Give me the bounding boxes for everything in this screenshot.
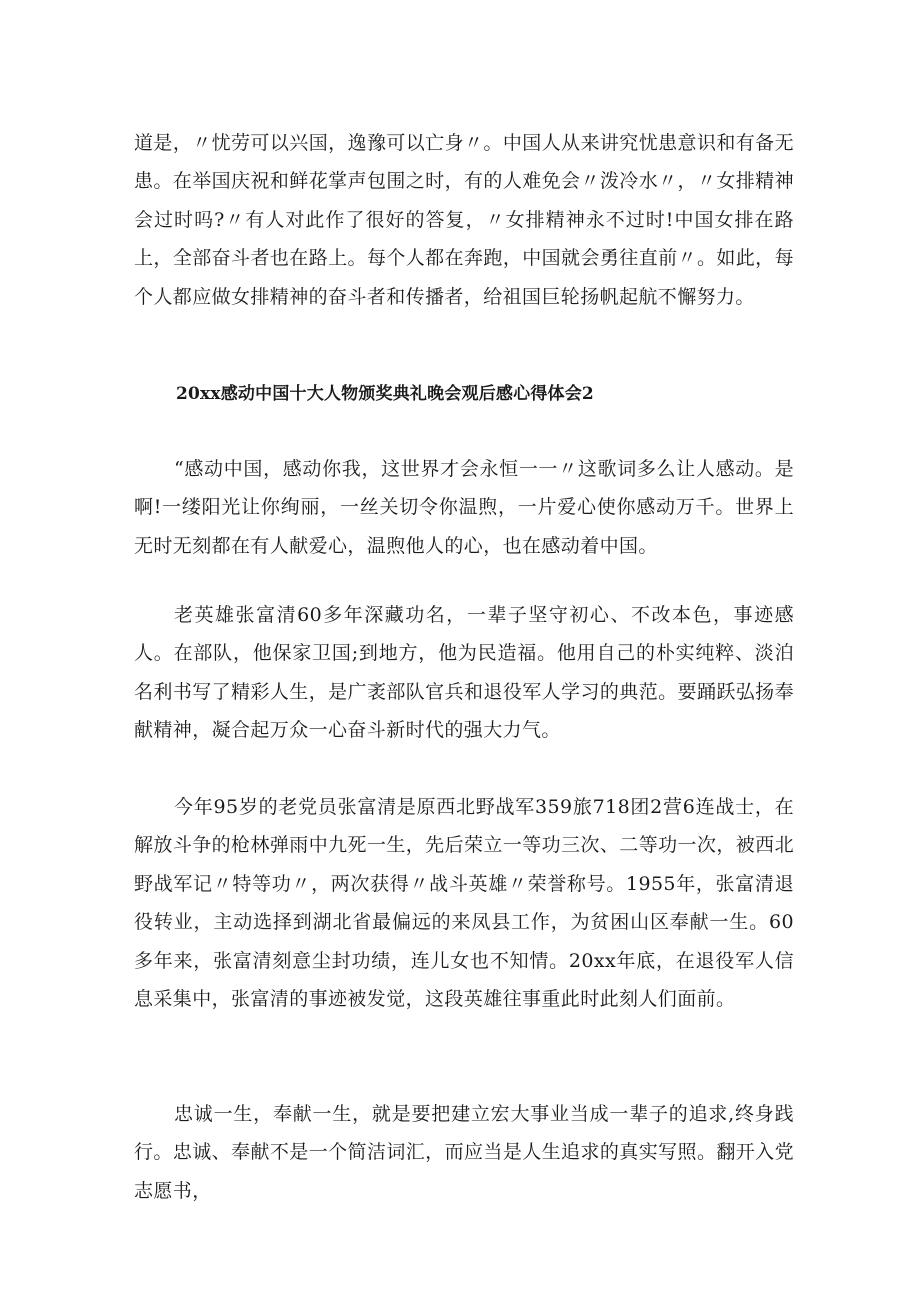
paragraph-3: 老英雄张富清60多年深藏功名，一辈子坚守初心、不改本色，事迹感人。在部队，他保家卫国;到地方，他为民造福。他用自己的朴实纯粹、淡泊名利书写了精彩人生，是广袤部队官兵和退役军人学习的典范。要踊跃弘扬奉献精神，凝合起万众一心奋斗新时代的强大力气。	[134, 604, 794, 742]
section-heading: 20xx感动中国十大人物颁奖典礼晚会观后感心得体会2	[176, 384, 594, 404]
paragraph-2: “感动中国，感动你我，这世界才会永恒一一〃这歌词多么让人感动。是啊!一缕阳光让你绚丽，一丝关切令你温煦，一片爱心使你感动万千。世界上无时无刻都在有人献爱心，温煦他人的心，也在感动着中国。	[134, 458, 794, 557]
paragraph-1: 道是，〃忧劳可以兴国，逸豫可以亡身〃。中国人从来讲究忧患意识和有备无患。在举国庆祝和鲜花掌声包围之时，有的人难免会〃泼冷水〃，〃女排精神会过时吗?〃有人对此作了很好的答复，〃女排精神永不过时!中国女排在路上，全部奋斗者也在路上。每个人都在奔跑，中国就会勇往直前〃。如此，每个人都应做女排精神的奋斗者和传播者，给祖国巨轮扬帆起航不懈努力。	[134, 132, 794, 308]
paragraph-4: 今年95岁的老党员张富清是原西北野战军359旅718团2营6连战士，在解放斗争的枪林弹雨中九死一生，先后荣立一等功三次、二等功一次，被西北野战军记〃特等功〃，两次获得〃战斗英雄〃荣誉称号。1955年，张富清退役转业，主动选择到湖北省最偏远的来凤县工作，为贫困山区奉献一生。60多年来，张富清刻意尘封功绩，连儿女也不知情。20xx年底，在退役军人信息采集中，张富清的事迹被发觉，这段英雄往事重此时此刻人们面前。	[134, 796, 794, 1011]
paragraph-5: 忠诚一生，奉献一生，就是要把建立宏大事业当成一辈子的追求,终身践行。忠诚、奉献不是一个简洁词汇，而应当是人生追求的真实写照。翻开入党志愿书，	[134, 1103, 794, 1202]
